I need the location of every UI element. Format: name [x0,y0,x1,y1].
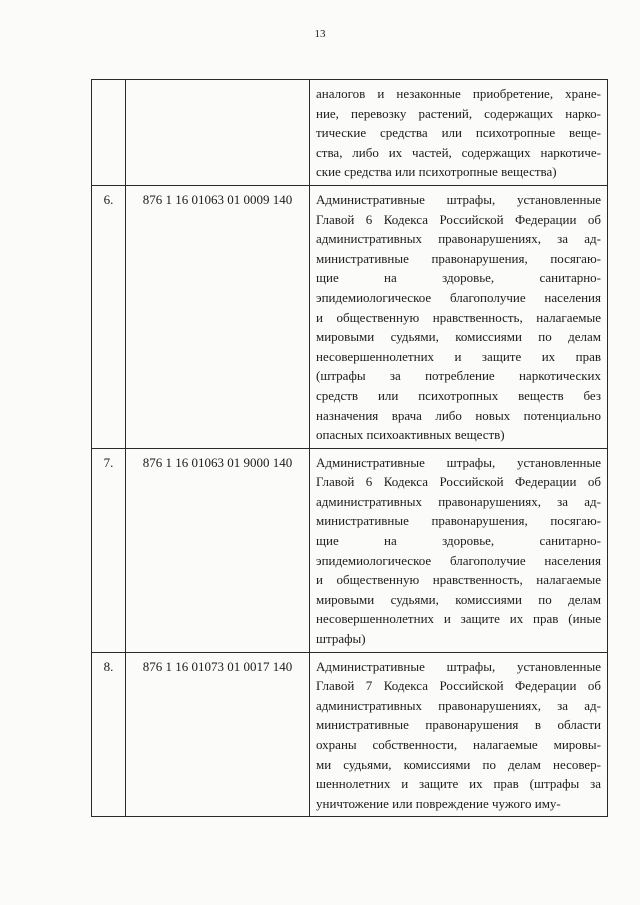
page-number: 13 [314,28,326,40]
description-line: ства, либо их частей, содержащих наркотиче- [316,144,601,160]
row-number [92,80,126,186]
description-line: и общественную нравственность, налагаемые [316,309,601,325]
revenue-description [310,185,608,448]
description-line: эпидемиологическое благополучие населения [316,552,601,568]
table-row [92,185,608,448]
budget-classification-code: 876 1 16 01063 01 9000 140 [126,448,310,652]
description-line: аналогов и незаконные приобретение, хране- [316,86,601,101]
row-number: 7. [92,448,126,652]
row-number: 6. [92,185,126,448]
description-line: Административные штрафы, установленные [316,454,601,470]
description-line: щие на здоровье, санитарно- [316,270,601,286]
description-line: мировыми судьями, комиссиями по делам [316,329,601,345]
description-line: Главой 7 Кодекса Российской Федерации об [316,678,601,694]
description-line: шеннолетних и защите их прав (штрафы за [316,776,601,792]
description-line: административных правонарушениях, за ад- [316,231,601,247]
description-line: щие на здоровье, санитарно- [316,533,601,549]
description-line: эпидемиологическое благополучие населения [316,289,601,305]
budget-classification-code: 876 1 16 01063 01 0009 140 [126,185,310,448]
budget-classification-code [126,80,310,186]
description-line: ние, перевозку растений, содержащих нарко- [316,105,601,121]
document-table [91,79,608,817]
description-line: (штрафы за потребление наркотических [316,368,601,384]
description-line: опасных психоактивных веществ) [316,427,505,443]
table-body [92,80,608,817]
revenue-description [310,448,608,652]
description-line: охраны собственности, налагаемые мировы- [316,737,601,752]
description-line: министративные правонарушения в области [316,717,601,733]
description-line: Административные штрафы, установленные [316,191,601,207]
description-line: министративные правонарушения, посягаю- [316,513,601,529]
revenue-description [310,652,608,817]
revenue-description [310,80,608,186]
table-row [92,652,608,817]
description-line: средств или психотропных веществ без [316,387,601,403]
description-line: ские средства или психотропные вещества) [316,164,557,180]
description-line: мировыми судьями, комиссиями по делам [316,591,601,607]
description-line: Главой 6 Кодекса Российской Федерации об [316,211,601,227]
description-line: Главой 6 Кодекса Российской Федерации об [316,474,601,490]
description-line: несовершеннолетних и защите их прав [316,348,601,364]
description-line: штрафы) [316,631,366,647]
description-line: несовершеннолетних и защите их прав (иные [316,611,601,627]
description-line: Административные штрафы, установленные [316,658,601,674]
row-number: 8. [92,652,126,817]
description-line: министративные правонарушения, посягаю- [316,250,601,266]
description-line: назначения врача либо новых потенциально [316,407,601,423]
description-line: ми судьями, комиссиями по делам несовер- [316,756,601,772]
description-line: и общественную нравственность, налагаемые [316,572,601,588]
budget-classification-code: 876 1 16 01073 01 0017 140 [126,652,310,817]
description-line: административных правонарушениях, за ад- [316,697,601,713]
description-line: административных правонарушениях, за ад- [316,493,601,509]
description-line: тические средства или психотропные веще- [316,125,601,141]
table-row [92,80,608,186]
description-line: уничтожение или повреждение чужого иму- [316,795,561,811]
table-row [92,448,608,652]
